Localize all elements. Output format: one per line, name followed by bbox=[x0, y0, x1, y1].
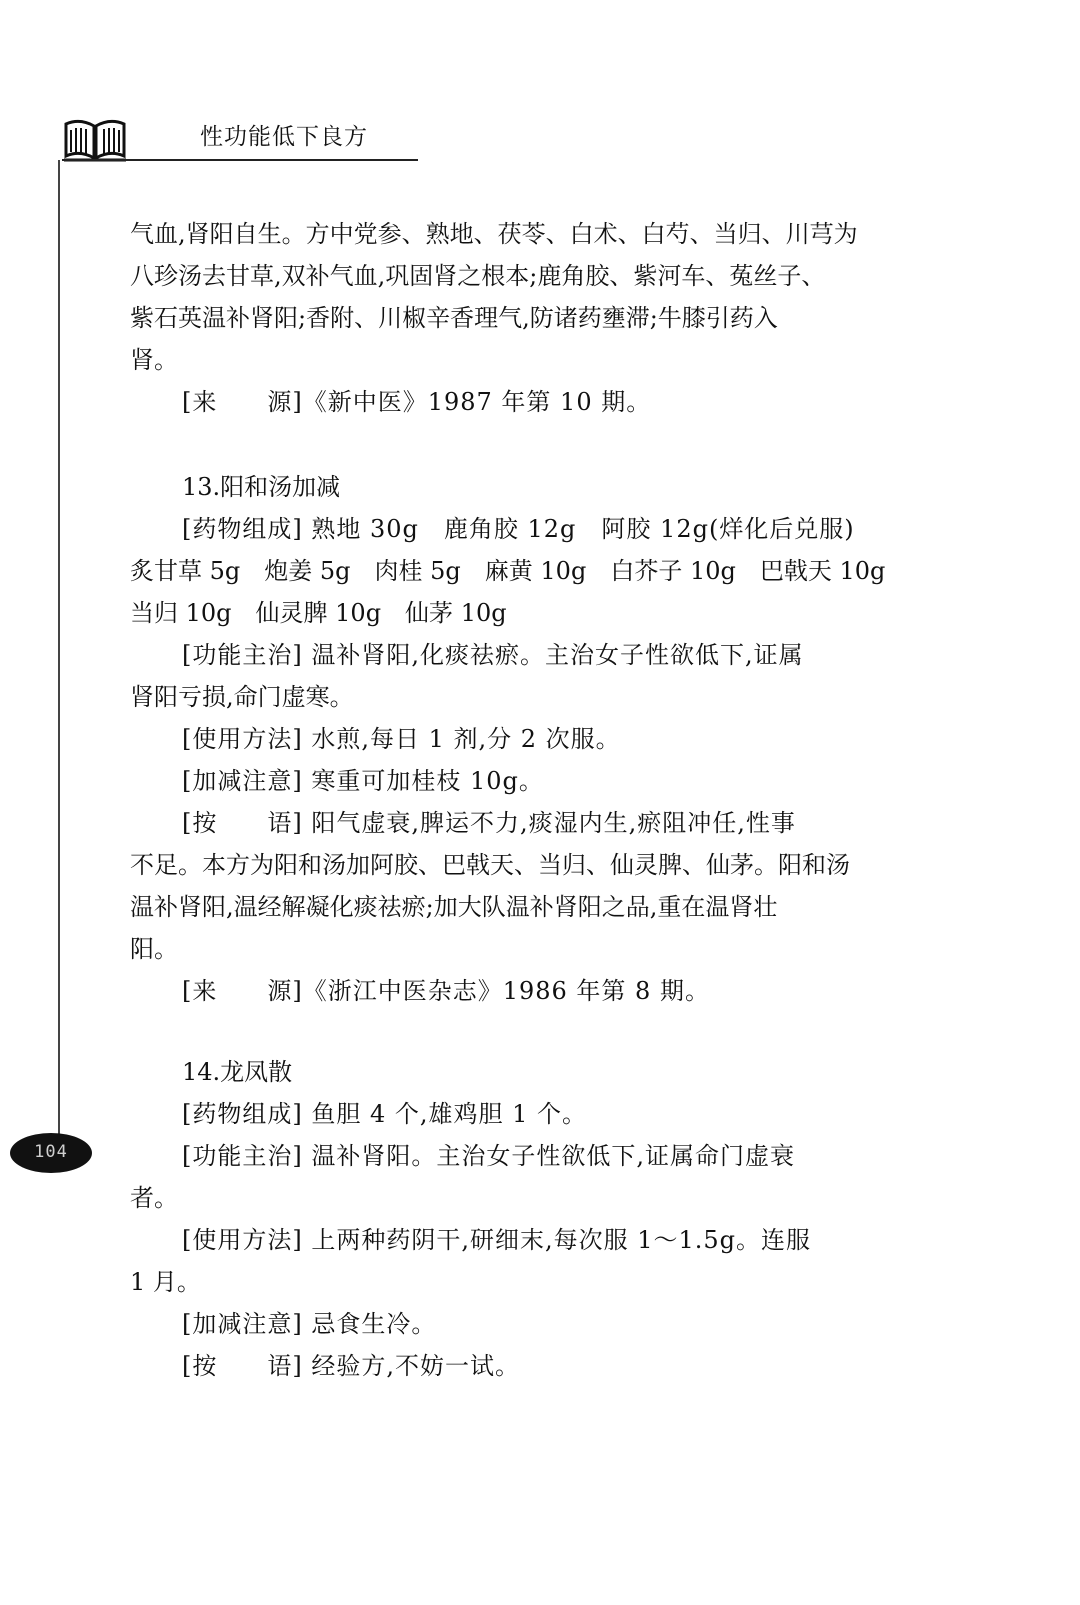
recipe-14 bbox=[130, 1051, 920, 1387]
body-line: 肾。 bbox=[130, 346, 178, 374]
note-line: [按 语] 阳气虚衰,脾运不力,痰湿内生,瘀阻冲任,性事 bbox=[182, 809, 796, 837]
header-divider bbox=[62, 159, 418, 161]
ingredients-line: 炙甘草 5g 炮姜 5g 肉桂 5g 麻黄 10g 白芥子 10g 巴戟天 10g bbox=[130, 557, 886, 585]
function-line: 者。 bbox=[130, 1184, 178, 1212]
note-line: 温补肾阳,温经解凝化痰祛瘀;加大队温补肾阳之品,重在温肾壮 bbox=[130, 893, 778, 921]
book-icon bbox=[62, 116, 128, 164]
source-line: [来 源]《浙江中医杂志》1986 年第 8 期。 bbox=[182, 977, 710, 1005]
usage-line: [使用方法] 上两种药阴干,研细末,每次服 1～1.5g。连服 bbox=[182, 1226, 812, 1254]
ingredients-line: [药物组成] 熟地 30g 鹿角胶 12g 阿胶 12g(烊化后兑服) bbox=[182, 515, 855, 543]
recipe-13 bbox=[130, 466, 920, 1012]
modification-line: [加减注意] 忌食生冷。 bbox=[182, 1310, 437, 1338]
body-line: 紫石英温补肾阳;香附、川椒辛香理气,防诸药壅滞;牛膝引药入 bbox=[130, 304, 778, 332]
recipe-title: 14.龙凤散 bbox=[182, 1058, 293, 1086]
note-line: 阳。 bbox=[130, 935, 178, 963]
note-line: 不足。本方为阳和汤加阿胶、巴戟天、当归、仙灵脾、仙茅。阳和汤 bbox=[130, 851, 850, 879]
ingredients-line: 当归 10g 仙灵脾 10g 仙茅 10g bbox=[130, 599, 507, 627]
body-line: 气血,肾阳自生。方中党参、熟地、茯苓、白术、白芍、当归、川芎为 bbox=[130, 220, 858, 248]
note-line: [按 语] 经验方,不妨一试。 bbox=[182, 1352, 520, 1380]
recipe-title: 13.阳和汤加减 bbox=[182, 473, 341, 501]
source-line: [来 源]《新中医》1987 年第 10 期。 bbox=[182, 388, 652, 416]
running-header-title: 性功能低下良方 bbox=[200, 124, 368, 150]
function-line: [功能主治] 温补肾阳。主治女子性欲低下,证属命门虚衰 bbox=[182, 1142, 795, 1170]
page-number-badge bbox=[10, 1133, 92, 1173]
function-line: 肾阳亏损,命门虚寒。 bbox=[130, 683, 354, 711]
modification-line: [加减注意] 寒重可加桂枝 10g。 bbox=[182, 767, 544, 795]
margin-divider bbox=[58, 160, 60, 1135]
page-number: 104 bbox=[34, 1142, 68, 1162]
section-top bbox=[130, 213, 920, 423]
usage-line: [使用方法] 水煎,每日 1 剂,分 2 次服。 bbox=[182, 725, 621, 753]
body-line: 八珍汤去甘草,双补气血,巩固肾之根本;鹿角胶、紫河车、菟丝子、 bbox=[130, 262, 826, 290]
function-line: [功能主治] 温补肾阳,化痰祛瘀。主治女子性欲低下,证属 bbox=[182, 641, 804, 669]
ingredients-line: [药物组成] 鱼胆 4 个,雄鸡胆 1 个。 bbox=[182, 1100, 588, 1128]
page-header bbox=[0, 0, 1080, 180]
usage-line: 1 月。 bbox=[130, 1268, 201, 1296]
